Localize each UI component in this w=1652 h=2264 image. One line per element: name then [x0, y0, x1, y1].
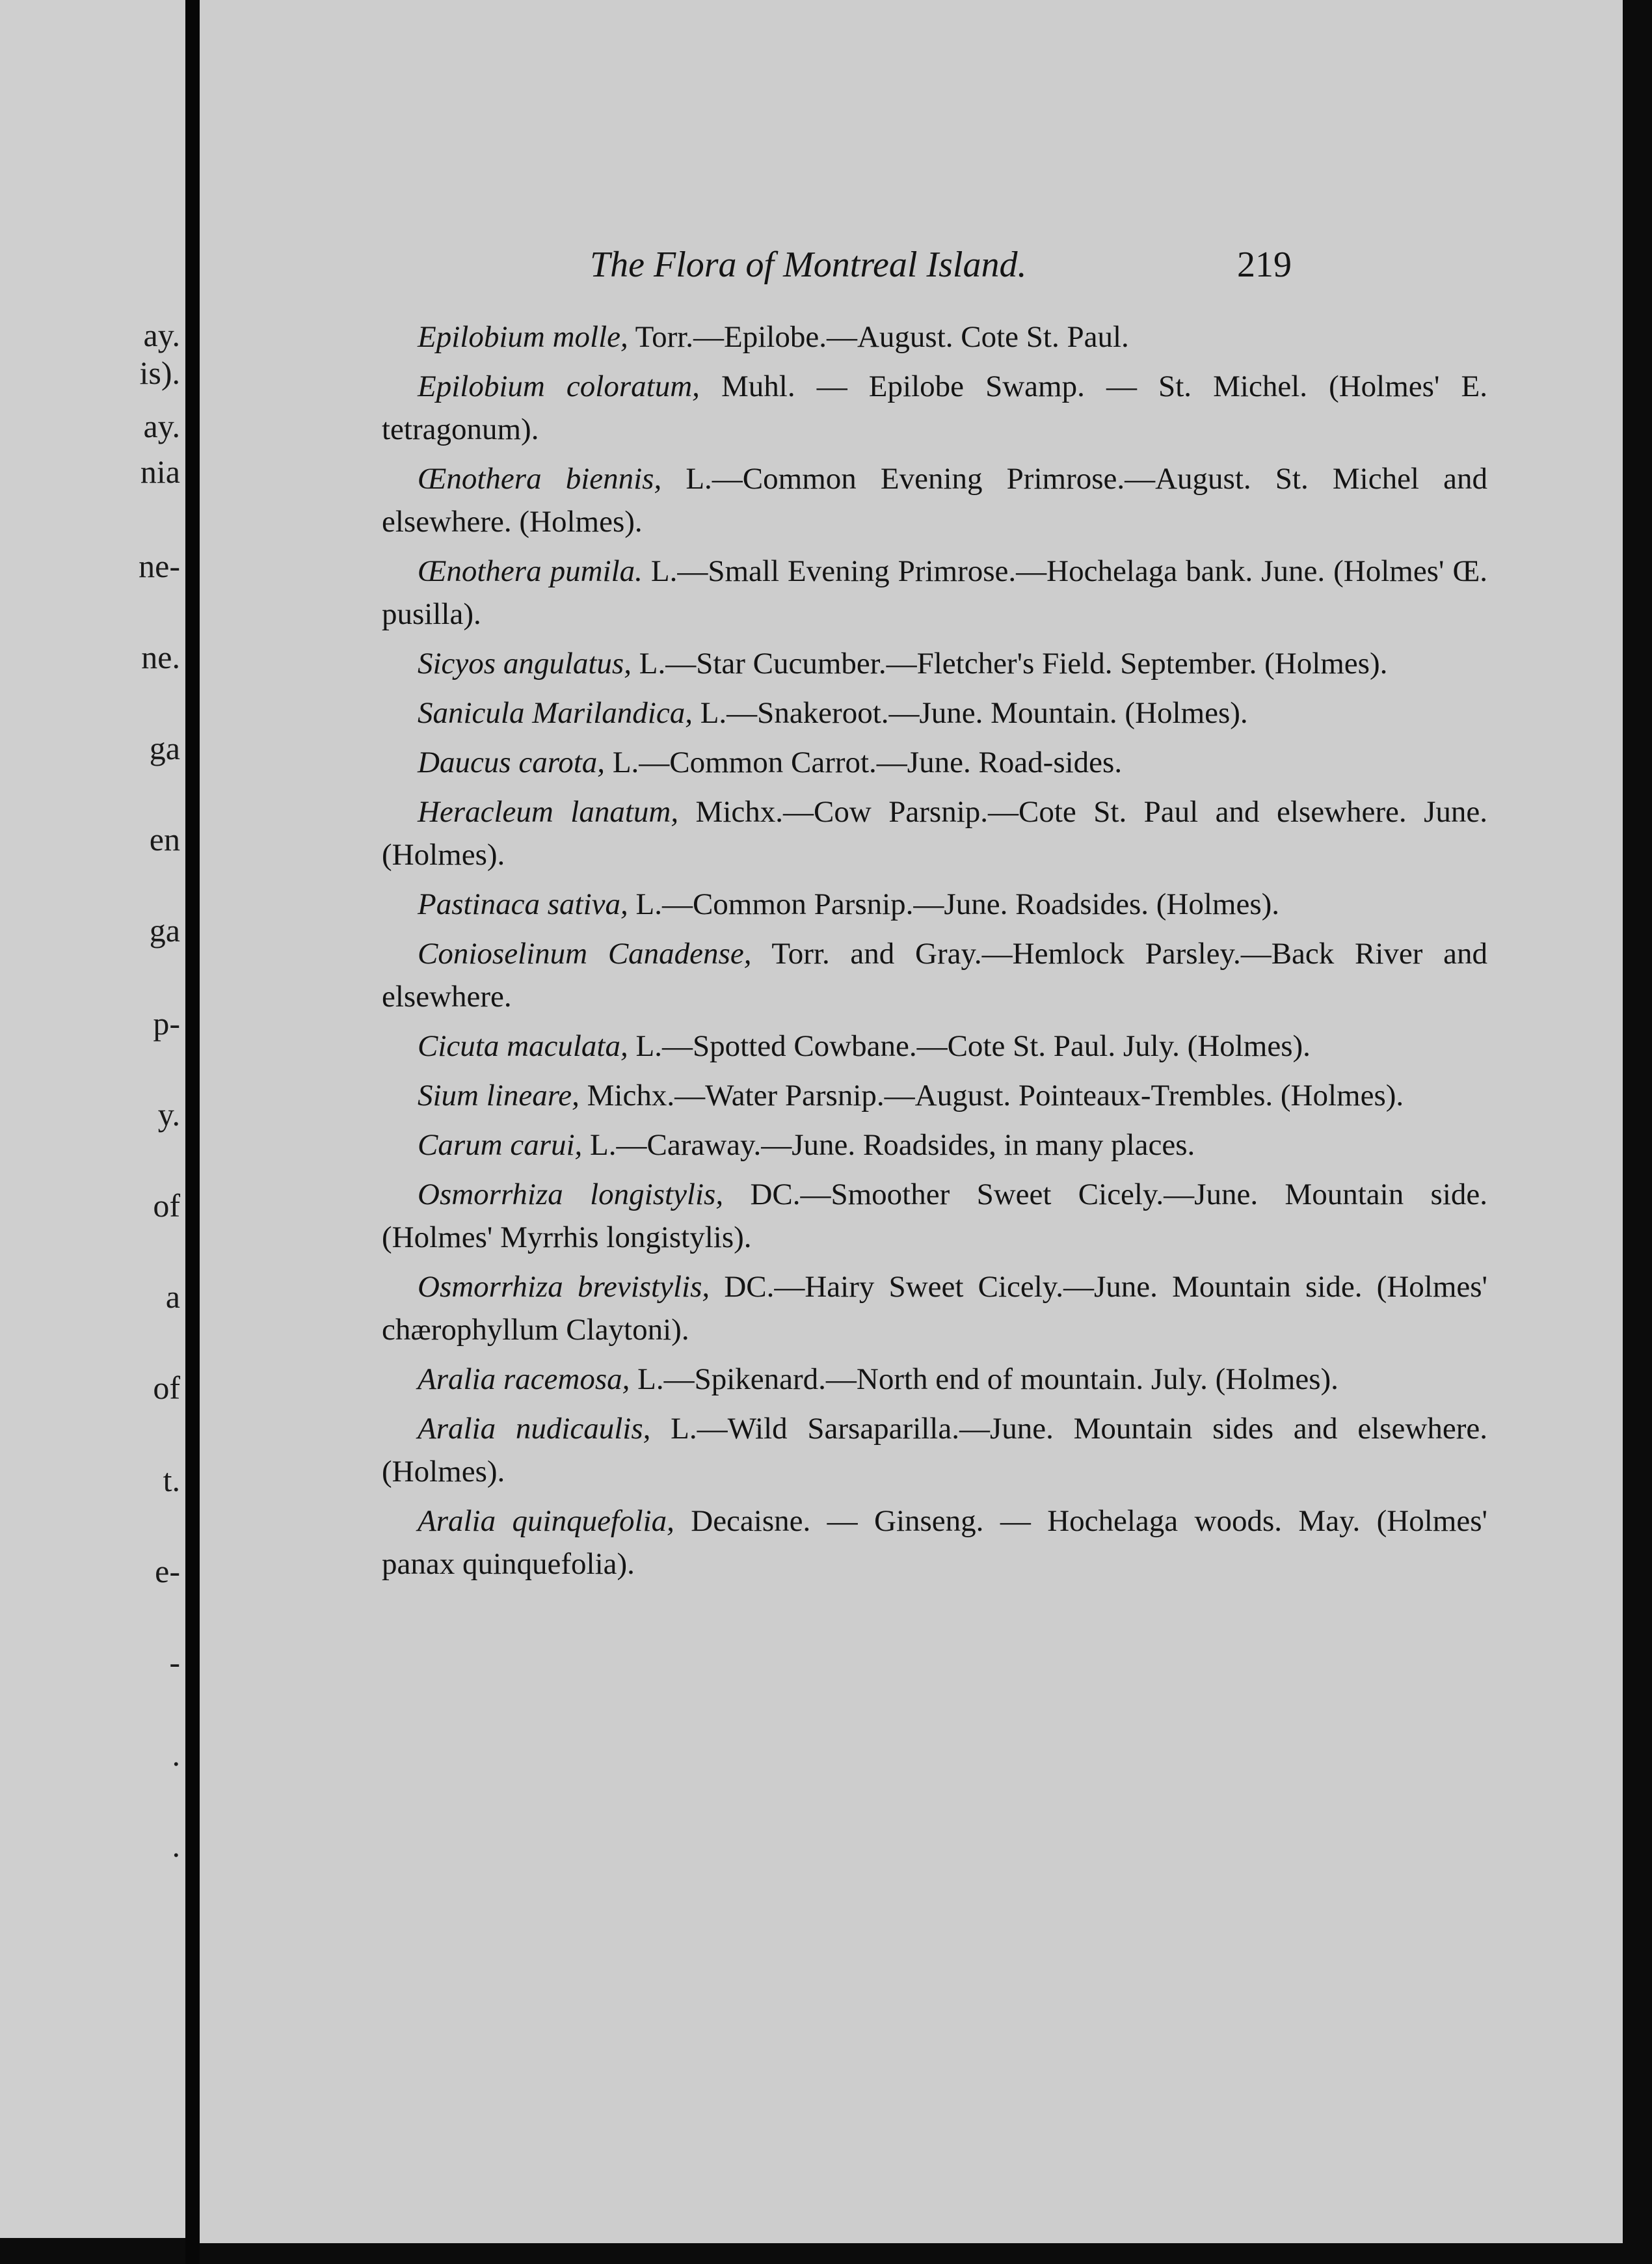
species-entry [382, 1500, 1487, 1585]
species-details: Decaisne. — Ginseng. — Hochelaga woods. May. (Holmes' panax quinquefolia). [382, 1504, 1487, 1581]
species-details: L.—Caraway.—June. Roadsides, in many places. [582, 1128, 1195, 1162]
species-details: L.—Small Evening Primrose.—Hochelaga bank. June. (Holmes' Œ. pusilla). [382, 554, 1487, 631]
species-name: Epilobium coloratum, [418, 370, 700, 403]
species-name: Cicuta maculata, [418, 1029, 628, 1063]
facing-page-fragment: ga [149, 730, 180, 766]
species-details: Michx.—Cow Parsnip.—Cote St. Paul and elsewhere. June. (Holmes). [382, 795, 1488, 872]
species-name: Œnothera biennis, [418, 462, 662, 496]
species-name: Conioselinum Canadense, [418, 937, 752, 971]
species-name: Epilobium molle, [418, 320, 628, 354]
species-entry [382, 365, 1487, 451]
facing-page-fragment: . [172, 1736, 180, 1773]
species-entry [382, 1124, 1487, 1166]
species-entry [382, 457, 1487, 543]
facing-page-fragment: p- [153, 1005, 180, 1042]
species-details: DC.—Hairy Sweet Cicely.—June. Mountain side. (Holmes' chærophyllum Claytoni). [382, 1270, 1487, 1347]
species-details: Michx.—Water Parsnip.—August. Pointeaux-Trembles. (Holmes). [579, 1079, 1404, 1112]
species-details: Torr. and Gray.—Hemlock Parsley.—Back River and elsewhere. [382, 937, 1487, 1014]
species-name: Osmorrhiza longistylis, [418, 1178, 724, 1211]
species-entry [382, 1074, 1487, 1117]
facing-page-fragment: y. [157, 1096, 180, 1133]
species-entry [382, 1407, 1487, 1493]
facing-page-fragment: a [165, 1278, 180, 1315]
species-entry [382, 790, 1487, 876]
species-details: L.—Spotted Cowbane.—Cote St. Paul. July. (Holmes). [628, 1029, 1311, 1063]
species-details: Torr.—Epilobe.—August. Cote St. Paul. [628, 320, 1129, 354]
facing-page-fragment: ay. [143, 317, 180, 353]
species-details: L.—Common Carrot.—June. Road-sides. [605, 746, 1123, 779]
species-name: Heracleum lanatum, [418, 795, 679, 829]
species-name: Carum carui, [418, 1128, 583, 1162]
species-details: L.—Star Cucumber.—Fletcher's Field. September. (Holmes). [631, 647, 1388, 681]
species-details: L.—Common Parsnip.—June. Roadsides. (Holmes). [628, 887, 1280, 921]
species-name: Aralia nudicaulis, [418, 1412, 651, 1446]
facing-page-fragment: ay. [143, 408, 180, 444]
facing-page-fragment: nia [140, 453, 180, 490]
facing-page-fragment: ne. [141, 639, 180, 675]
species-name: Daucus carota, [418, 746, 606, 779]
species-name: Œnothera pumila. [418, 554, 643, 588]
species-entry [382, 883, 1487, 926]
species-name: Sium lineare, [418, 1079, 580, 1112]
facing-page-fragment: of [153, 1369, 180, 1406]
species-entry [382, 1358, 1487, 1401]
species-details: DC.—Smoother Sweet Cicely.—June. Mountain side. (Holmes' Myrrhis longistylis). [382, 1178, 1487, 1254]
species-entry [382, 1025, 1487, 1068]
facing-page-fragment: e- [155, 1553, 180, 1589]
species-name: Sanicula Marilandica, [418, 696, 693, 730]
species-entry [382, 316, 1487, 358]
running-title: The Flora of Montreal Island. [590, 245, 1027, 285]
species-name: Osmorrhiza brevistylis, [418, 1270, 710, 1304]
species-details: L.—Wild Sarsaparilla.—June. Mountain sides and elsewhere. (Holmes). [382, 1412, 1487, 1489]
species-entry [382, 741, 1487, 784]
species-name: Aralia quinquefolia, [418, 1504, 674, 1538]
facing-page-fragment: ne- [139, 548, 180, 584]
species-entry [382, 692, 1487, 734]
species-details: L.—Snakeroot.—June. Mountain. (Holmes). [692, 696, 1248, 730]
species-entry [382, 932, 1487, 1018]
species-entry [382, 1265, 1487, 1351]
species-name: Pastinaca sativa, [418, 887, 628, 921]
running-head [200, 244, 1623, 290]
species-list [382, 316, 1487, 1592]
book-gutter [185, 0, 200, 2264]
facing-page-fragment: of [153, 1187, 180, 1224]
facing-page-fragment: - [169, 1644, 180, 1680]
facing-page-fragment: t. [163, 1462, 180, 1498]
facing-page-edge [0, 0, 185, 2238]
species-details: Muhl. — Epilobe Swamp. — St. Michel. (Holmes' E. tetragonum). [382, 370, 1487, 446]
facing-page-fragment: en [149, 821, 180, 857]
species-name: Sicyos angulatus, [418, 647, 632, 681]
species-entry [382, 642, 1487, 685]
species-name: Aralia racemosa, [418, 1362, 630, 1396]
species-entry [382, 550, 1487, 636]
facing-page-fragment: . [172, 1827, 180, 1864]
facing-page-fragment: is). [139, 355, 180, 391]
facing-page-fragment: ga [149, 912, 180, 949]
species-details: L.—Spikenard.—North end of mountain. July. (Holmes). [630, 1362, 1339, 1396]
page-number: 219 [1237, 245, 1292, 285]
species-details: L.—Common Evening Primrose.—August. St. Michel and elsewhere. (Holmes). [382, 462, 1487, 539]
book-page [200, 0, 1623, 2243]
species-entry [382, 1173, 1487, 1259]
